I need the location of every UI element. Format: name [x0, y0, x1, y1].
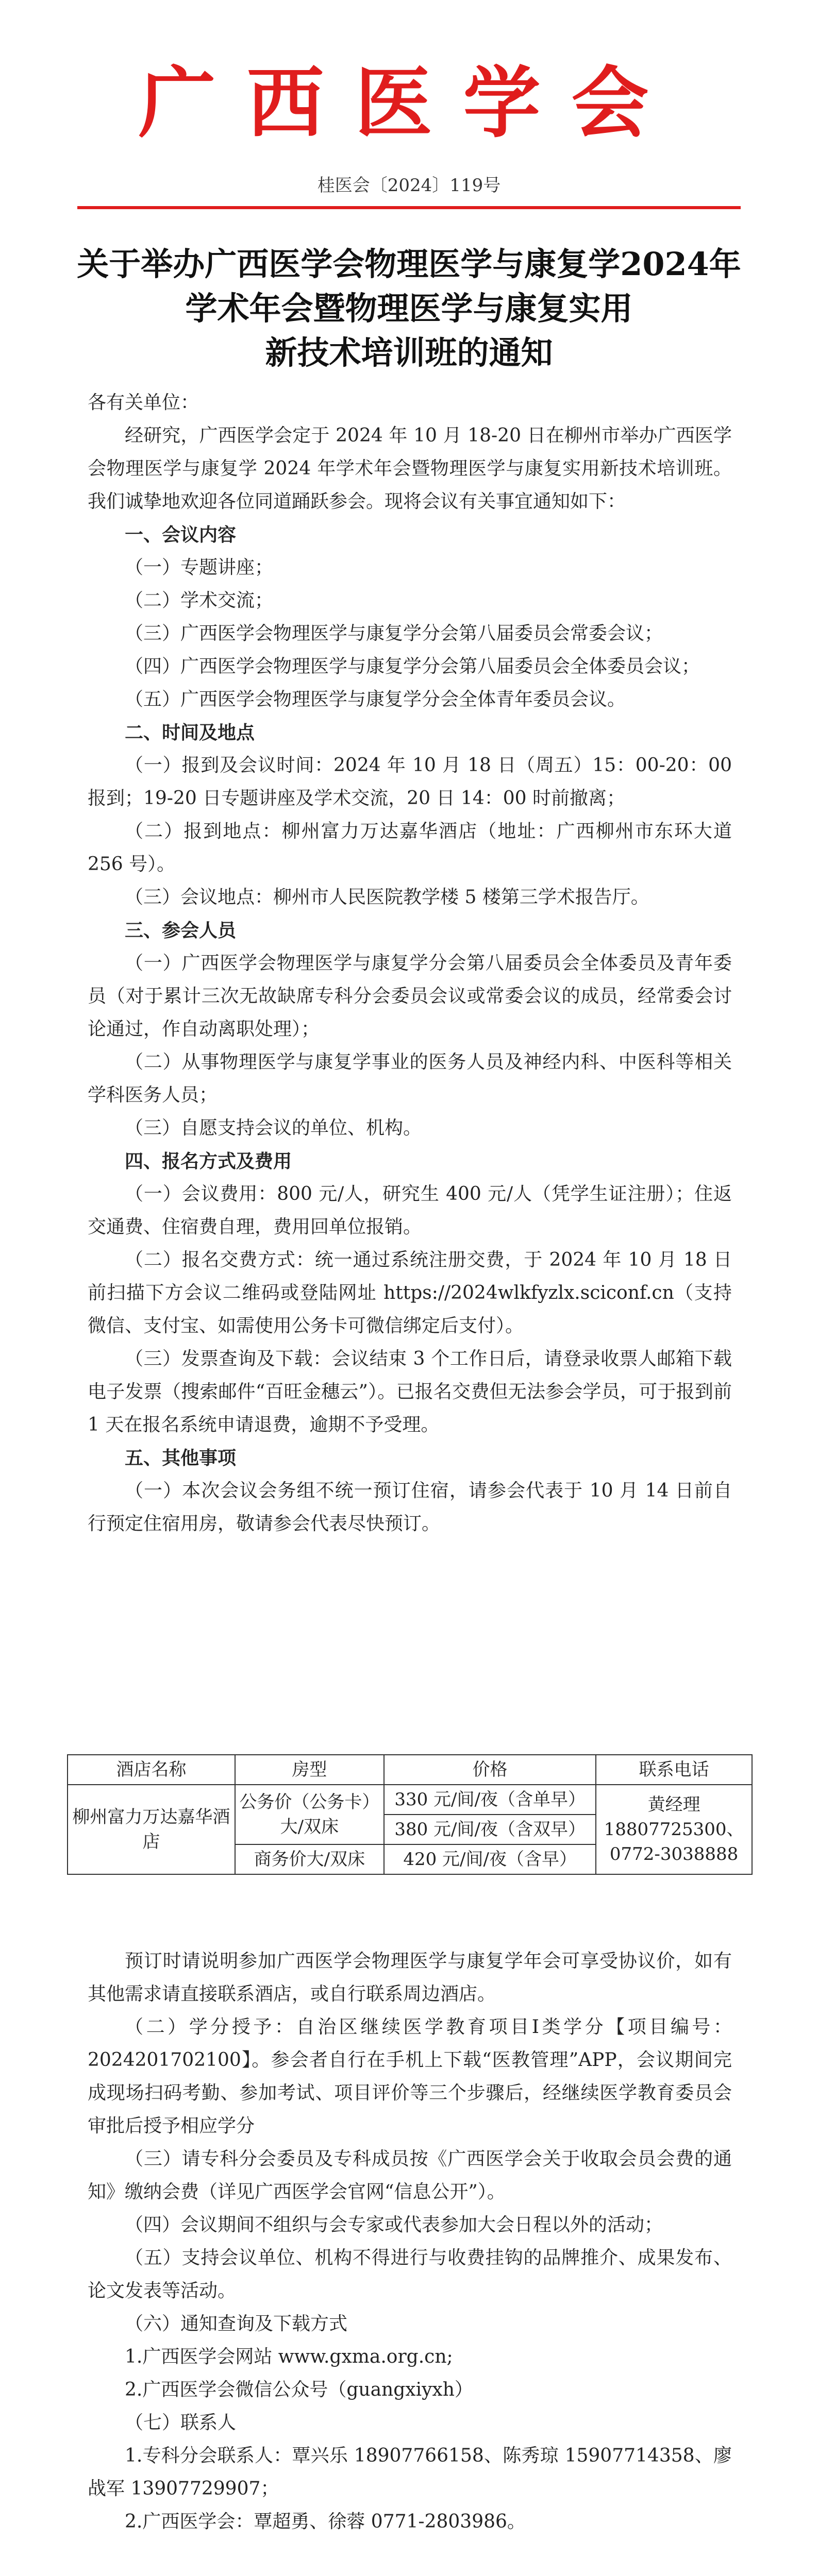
- list-item: （二）报名交费方式：统一通过系统注册交费，于 2024 年 10 月 18 日前扫描下方会议二维码或登陆网址 https://2024wlkfyzlx.sciconf.cn（支持微信、支付宝、如需使用公务卡可微信绑定后支付）。: [88, 1249, 732, 1336]
- notice-body: [88, 386, 732, 1540]
- paragraph: （五）支持会议单位、机构不得进行与收费挂钩的品牌推介、成果发布、论文发表等活动。: [88, 2247, 732, 2301]
- list-item: （一）广西医学会物理医学与康复学分会第八届委员会全体委员及青年委员（对于累计三次无故缺席专科分会委员会议或常委会议的成员，经常委会讨论通过，作自动离职处理）；: [88, 953, 732, 1040]
- paragraph: （四）会议期间不组织与会专家或代表参加大会日程以外的活动；: [125, 2214, 663, 2235]
- paragraph: （三）请专科分会委员及专科成员按《广西医学会关于收取会员会费的通知》缴纳会费（详见广西医学会官网“信息公开”）。: [88, 2148, 732, 2202]
- title-line-2: 学术年会暨物理医学与康复实用: [185, 290, 633, 327]
- list-item: （一）本次会议会务组不统一预订住宿，请参会代表于 10 月 14 日前自行预定住宿用房，敬请参会代表尽快预订。: [88, 1480, 732, 1534]
- paragraph: （六）通知查询及下载方式: [125, 2313, 348, 2334]
- list-item: （二）从事物理医学与康复学事业的医务人员及神经内科、中医科等相关学科医务人员；: [88, 1052, 732, 1106]
- intro-paragraph: 经研究，广西医学会定于 2024 年 10 月 18-20 日在柳州市举办广西医学会物理医学与康复学 2024 年学术年会暨物理医学与康复实用新技术培训班。我们诚挚地欢迎各位同道踊跃参会。现将会议有关事宜通知如下：: [88, 425, 732, 512]
- table-header-cell: 房型: [235, 1755, 385, 1785]
- section-heading: 五、其他事项: [125, 1447, 237, 1469]
- price-cell: 420 元/间/夜（含早）: [384, 1844, 596, 1874]
- notice-body-continued: [88, 1945, 732, 2538]
- document-number: 桂医会〔2024〕119号: [317, 175, 501, 196]
- section-heading: 四、报名方式及费用: [125, 1150, 292, 1172]
- list-item: （二）学术交流；: [125, 590, 274, 611]
- paragraph: 2.广西医学会微信公众号（guangxiyxh）: [125, 2379, 473, 2400]
- price-cell: 330 元/间/夜（含单早）: [384, 1785, 596, 1815]
- paragraph: （二）学分授予：自治区继续医学教育项目Ⅰ类学分【项目编号：2024201702100】。参会者自行在手机上下载“医教管理”APP，会议期间完成现场扫码考勤、参加考试、项目评价等三个步骤后，经继续医学教育委员会审批后授予相应学分: [88, 2016, 732, 2137]
- hotel-name-cell: 柳州富力万达嘉华酒店: [68, 1785, 235, 1874]
- org-name-header: 广西医学会: [138, 58, 680, 148]
- paragraph: 1.广西医学会网站 www.gxma.org.cn;: [125, 2346, 453, 2367]
- red-divider: [77, 206, 741, 209]
- list-item: （一）会议费用：800 元/人，研究生 400 元/人（凭学生证注册）；住返交通费、住宿费自理，费用回单位报销。: [88, 1183, 732, 1238]
- table-header-cell: 联系电话: [596, 1755, 752, 1785]
- contact-cell: 黄经理 18807725300、0772-3038888: [596, 1785, 752, 1874]
- room-type-cell: 公务价（公务卡）大/双床: [235, 1785, 385, 1844]
- list-item: （三）广西医学会物理医学与康复学分会第八届委员会常委会议；: [125, 623, 663, 644]
- list-item: （五）广西医学会物理医学与康复学分会全体青年委员会议。: [125, 689, 626, 710]
- price-cell: 380 元/间/夜（含双早）: [384, 1815, 596, 1844]
- paragraph: （七）联系人: [125, 2412, 237, 2433]
- list-item: （三）会议地点：柳州市人民医院教学楼 5 楼第三学术报告厅。: [125, 887, 649, 908]
- document-title: [72, 242, 746, 375]
- salutation: 各有关单位：: [88, 392, 199, 413]
- section-heading: 三、参会人员: [125, 920, 237, 941]
- paragraph: 预订时请说明参加广西医学会物理医学与康复学年会可享受协议价，如有其他需求请直接联系酒店，或自行联系周边酒店。: [88, 1951, 732, 2005]
- hotel-table: [67, 1754, 753, 1875]
- list-item: （三）发票查询及下载：会议结束 3 个工作日后，请登录收票人邮箱下载电子发票（搜索邮件“百旺金穗云”）。已报名交费但无法参会学员，可于报到前 1 天在报名系统申请退费，逾期不予受理。: [88, 1348, 732, 1435]
- table-header-cell: 价格: [384, 1755, 596, 1785]
- list-item: （四）广西医学会物理医学与康复学分会第八届委员会全体委员会议；: [125, 656, 700, 677]
- list-item: （一）报到及会议时间：2024 年 10 月 18 日（周五）15：00-20：00 报到；19-20 日专题讲座及学术交流，20 日 14：00 时前撤离；: [88, 755, 732, 809]
- table-row: [68, 1785, 752, 1815]
- section-heading: 二、时间及地点: [125, 722, 255, 743]
- table-header-row: [68, 1755, 752, 1785]
- section-heading: 一、会议内容: [125, 524, 237, 546]
- list-item: （二）报到地点：柳州富力万达嘉华酒店（地址：广西柳州市东环大道 256 号）。: [88, 821, 732, 875]
- room-type-cell: 商务价大/双床: [235, 1844, 385, 1874]
- table-header-cell: 酒店名称: [68, 1755, 235, 1785]
- paragraph: 2.广西医学会：覃超勇、徐蓉 0771-2803986。: [125, 2511, 526, 2532]
- title-line-3: 新技术培训班的通知: [265, 334, 553, 371]
- list-item: （三）自愿支持会议的单位、机构。: [125, 1117, 422, 1139]
- title-line-1: 关于举办广西医学会物理医学与康复学2024年: [77, 245, 741, 283]
- paragraph: 1.专科分会联系人：覃兴乐 18907766158、陈秀琼 15907714358、廖战军 13907729907；: [88, 2445, 732, 2499]
- list-item: （一）专题讲座；: [125, 557, 274, 578]
